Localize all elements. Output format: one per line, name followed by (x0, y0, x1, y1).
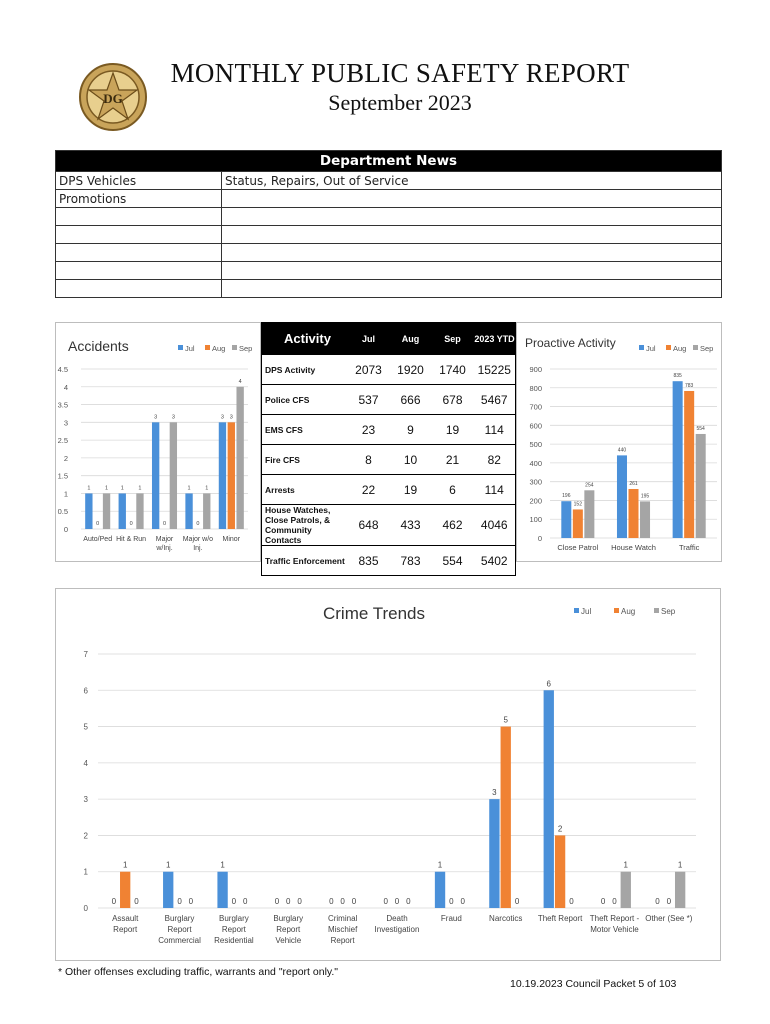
bar-aug (684, 391, 694, 538)
chart-title: Crime Trends (322, 604, 426, 623)
x-tick-label: Other (See *) (645, 914, 693, 923)
x-tick-label: Burglary (164, 914, 195, 923)
data-label: 0 (129, 521, 133, 527)
data-label: 3 (492, 788, 497, 798)
news-value: Status, Repairs, Out of Service (222, 172, 722, 190)
data-label: 0 (569, 897, 574, 906)
legend-swatch-aug (205, 345, 210, 350)
legend-label-aug: Aug (673, 344, 687, 353)
bar-sep (103, 493, 110, 529)
bar-aug (573, 509, 583, 538)
activity-sep: 462 (432, 505, 474, 546)
y-tick-label: 3 (83, 795, 88, 805)
bar-jul (673, 381, 683, 538)
news-row (56, 262, 722, 280)
data-label: 0 (231, 897, 237, 906)
bar-sep (675, 872, 685, 908)
y-tick-label: 1 (83, 867, 88, 877)
legend-swatch-aug (614, 608, 619, 613)
y-tick-label: 1.5 (57, 471, 68, 481)
data-label: 0 (329, 897, 334, 906)
bar-sep (236, 387, 243, 529)
y-tick-label: 3 (63, 418, 68, 428)
data-label: 1 (623, 860, 629, 870)
bar-jul (435, 872, 445, 908)
data-label: 0 (655, 897, 660, 906)
data-label: 6 (546, 679, 551, 689)
data-label: 0 (351, 897, 357, 906)
data-label: 1 (138, 485, 142, 492)
data-label: 1 (122, 860, 128, 870)
y-tick-label: 400 (529, 458, 542, 468)
news-row (56, 208, 722, 226)
y-tick-label: 2 (63, 453, 68, 463)
chart-title: Proactive Activity (525, 336, 616, 350)
activity-sep: 6 (432, 475, 474, 505)
data-label: 0 (394, 897, 400, 906)
news-value (222, 208, 722, 226)
legend-swatch-sep (654, 608, 659, 613)
activity-sep: 554 (432, 546, 474, 576)
data-label: 2 (557, 824, 563, 834)
news-label (56, 208, 222, 226)
accidents-chart-svg (56, 323, 262, 563)
legend-swatch-jul (178, 345, 183, 350)
y-tick-label: 700 (529, 402, 542, 412)
legend-label-sep: Sep (700, 344, 714, 353)
activity-jul: 648 (348, 505, 390, 546)
bar-sep (203, 493, 210, 529)
y-tick-label: 200 (529, 496, 542, 506)
legend-label-aug: Aug (621, 607, 636, 616)
bar-jul (561, 501, 571, 538)
legend-label-sep: Sep (661, 607, 676, 616)
data-label: 0 (600, 897, 606, 906)
data-label: 261 (629, 480, 638, 487)
department-news-table (55, 150, 722, 298)
data-label: 0 (383, 897, 388, 906)
news-value (222, 262, 722, 280)
activity-aug: 433 (390, 505, 432, 546)
data-label: 0 (274, 897, 280, 906)
x-tick-label: Minor (222, 536, 241, 543)
y-tick-label: 3.5 (57, 400, 68, 410)
news-heading: Department News (56, 151, 722, 172)
activity-row (262, 505, 516, 546)
y-tick-label: 6 (83, 686, 88, 696)
y-tick-label: 300 (529, 477, 542, 487)
bar-aug (120, 872, 130, 908)
data-label: 0 (111, 897, 117, 906)
data-label: 0 (612, 897, 617, 906)
data-label: 3 (220, 414, 224, 421)
activity-sep: 21 (432, 445, 474, 475)
activity-ytd: 5467 (474, 385, 516, 415)
x-tick-label: Report (276, 925, 301, 934)
seal-lettering: DG (103, 91, 123, 106)
activity-ytd: 114 (474, 475, 516, 505)
activity-row (262, 415, 516, 445)
bar-jul (85, 493, 92, 529)
data-label: 440 (617, 447, 627, 454)
news-value (222, 226, 722, 244)
x-tick-label: Report (221, 925, 246, 934)
legend-label-aug: Aug (212, 344, 226, 353)
activity-aug: 10 (390, 445, 432, 475)
activity-label: DPS Activity (262, 355, 348, 385)
news-label (56, 262, 222, 280)
y-tick-label: 500 (529, 440, 542, 450)
activity-header-jul: Jul (348, 323, 390, 355)
bar-aug (501, 727, 511, 908)
data-label: 0 (406, 897, 411, 906)
data-label: 1 (205, 485, 209, 492)
activity-ytd: 15225 (474, 355, 516, 385)
x-tick-label: Theft Report (537, 914, 583, 923)
news-row (56, 280, 722, 298)
news-label (56, 244, 222, 262)
activity-jul: 23 (348, 415, 390, 445)
y-tick-label: 800 (529, 383, 542, 393)
activity-header-aug: Aug (390, 323, 432, 355)
data-label: 0 (134, 897, 139, 906)
bar-sep (696, 434, 706, 538)
data-label: 1 (165, 860, 171, 870)
legend-label-sep: Sep (239, 344, 253, 353)
activity-aug: 783 (390, 546, 432, 576)
x-tick-label: Narcotics (489, 914, 523, 923)
bar-jul (617, 455, 627, 538)
data-label: 0 (449, 897, 454, 906)
activity-aug: 19 (390, 475, 432, 505)
proactive-chart-svg (517, 323, 723, 563)
news-value (222, 190, 722, 208)
news-label: DPS Vehicles (56, 172, 222, 190)
activity-sep: 1740 (432, 355, 474, 385)
bar-aug (228, 422, 235, 529)
legend-swatch-aug (666, 345, 671, 350)
y-tick-label: 0 (537, 534, 542, 543)
activity-header-ytd: 2023 YTD (474, 323, 516, 355)
bar-aug (555, 835, 565, 908)
bar-aug (628, 489, 638, 538)
y-tick-label: 4.5 (57, 365, 68, 374)
data-label: 152 (573, 501, 583, 508)
data-label: 0 (514, 897, 520, 906)
data-label: 0 (196, 521, 200, 527)
bar-sep (584, 490, 594, 538)
y-tick-label: 5 (83, 722, 88, 732)
x-tick-label: Commercial (158, 936, 201, 945)
activity-header-row (262, 323, 516, 355)
x-tick-label: Assault (112, 914, 139, 923)
data-label: 783 (684, 382, 694, 389)
news-value (222, 280, 722, 298)
news-row (56, 172, 722, 190)
x-tick-label: Criminal (327, 914, 358, 923)
data-label: 0 (340, 897, 345, 906)
news-value (222, 244, 722, 262)
activity-jul: 22 (348, 475, 390, 505)
activity-ytd: 82 (474, 445, 516, 475)
data-label: 3 (229, 414, 233, 421)
data-label: 5 (503, 715, 508, 725)
legend-swatch-jul (574, 608, 579, 613)
y-tick-label: 100 (529, 515, 542, 525)
activity-jul: 835 (348, 546, 390, 576)
bar-jul (163, 872, 173, 908)
activity-sep: 19 (432, 415, 474, 445)
x-tick-label: Close Patrol (557, 543, 599, 552)
activity-label: Police CFS (262, 385, 348, 415)
data-label: 1 (677, 860, 683, 870)
x-tick-label: Major w/o (182, 536, 214, 543)
activity-label: Arrests (262, 475, 348, 505)
accidents-chart (55, 322, 261, 562)
activity-header-sep: Sep (432, 323, 474, 355)
y-tick-label: 0 (83, 904, 88, 913)
proactive-activity-chart (516, 322, 722, 562)
bar-jul (185, 493, 192, 529)
data-label: 0 (460, 897, 465, 906)
x-tick-label: Inj. (193, 545, 203, 552)
data-label: 0 (666, 897, 672, 906)
data-label: 835 (673, 373, 682, 380)
y-tick-label: 900 (529, 365, 542, 374)
y-tick-label: 7 (83, 650, 88, 659)
crime-trends-chart (55, 588, 721, 961)
y-tick-label: 0 (63, 525, 68, 534)
bar-jul (152, 422, 159, 529)
activity-body (262, 355, 516, 576)
activity-aug: 1920 (390, 355, 432, 385)
x-tick-label: Investigation (374, 925, 420, 934)
x-tick-label: Death (386, 914, 408, 923)
data-label: 1 (220, 860, 225, 870)
activity-jul: 2073 (348, 355, 390, 385)
activity-row (262, 385, 516, 415)
data-label: 0 (96, 521, 100, 527)
activity-jul: 8 (348, 445, 390, 475)
x-tick-label: Vehicle (275, 936, 302, 945)
activity-table (261, 322, 516, 576)
data-label: 1 (87, 485, 91, 492)
activity-aug: 9 (390, 415, 432, 445)
y-tick-label: 4 (83, 758, 88, 768)
x-tick-label: Theft Report - (589, 914, 640, 923)
data-label: 4 (238, 378, 242, 385)
activity-row (262, 475, 516, 505)
y-tick-label: 4 (63, 382, 68, 392)
footnote: * Other offenses excluding traffic, warrants and "report only." (58, 966, 339, 978)
x-tick-label: Hit & Run (116, 536, 147, 543)
x-tick-label: Mischief (327, 925, 358, 934)
x-tick-label: Major (155, 536, 174, 543)
activity-label: Traffic Enforcement (262, 546, 348, 576)
x-tick-label: Fraud (440, 914, 462, 923)
data-label: 254 (585, 482, 594, 489)
activity-jul: 537 (348, 385, 390, 415)
data-label: 0 (297, 897, 302, 906)
packet-note: 10.19.2023 Council Packet 5 of 103 (510, 978, 677, 990)
legend-swatch-jul (639, 345, 644, 350)
crime-chart-svg (56, 589, 722, 962)
legend-label-jul: Jul (581, 607, 592, 616)
activity-ytd: 114 (474, 415, 516, 445)
activity-ytd: 5402 (474, 546, 516, 576)
x-tick-label: w/Inj. (156, 545, 173, 552)
activity-label: EMS CFS (262, 415, 348, 445)
data-label: 554 (696, 425, 705, 432)
bar-sep (136, 493, 143, 529)
data-label: 1 (187, 485, 191, 492)
report-subtitle: September 2023 (328, 90, 472, 115)
data-label: 0 (162, 521, 167, 527)
bar-jul (217, 872, 227, 908)
department-seal-logo (78, 62, 148, 132)
news-label (56, 280, 222, 298)
data-label: 196 (562, 493, 571, 500)
activity-row (262, 546, 516, 576)
data-label: 195 (640, 493, 650, 500)
x-tick-label: Burglary (273, 914, 304, 923)
bar-jul (219, 422, 226, 529)
x-tick-label: House Watch (611, 543, 656, 552)
bar-sep (170, 422, 177, 529)
bar-sep (621, 872, 631, 908)
legend-swatch-sep (232, 345, 237, 350)
activity-sep: 678 (432, 385, 474, 415)
data-label: 0 (177, 897, 182, 906)
bar-jul (489, 799, 499, 908)
x-tick-label: Report (330, 936, 355, 945)
activity-aug: 666 (390, 385, 432, 415)
legend-swatch-sep (693, 345, 698, 350)
bar-sep (640, 501, 650, 538)
y-tick-label: 2 (83, 831, 88, 841)
data-label: 0 (243, 897, 248, 906)
data-label: 3 (154, 414, 158, 421)
activity-label: House Watches, Close Patrols, & Community Contacts (262, 505, 348, 546)
y-tick-label: 2.5 (57, 436, 68, 446)
x-tick-label: Auto/Ped (83, 536, 113, 543)
x-tick-label: Report (167, 925, 192, 934)
news-row (56, 226, 722, 244)
bar-jul (544, 690, 554, 908)
y-tick-label: 600 (529, 421, 542, 431)
legend-label-jul: Jul (646, 344, 656, 353)
x-tick-label: Motor Vehicle (590, 925, 639, 934)
report-title: MONTHLY PUBLIC SAFETY REPORT (170, 58, 630, 88)
news-row (56, 190, 722, 208)
data-label: 1 (437, 860, 443, 870)
news-label (56, 226, 222, 244)
chart-title: Accidents (68, 338, 129, 354)
x-tick-label: Residential (214, 936, 254, 945)
y-tick-label: 0.5 (57, 507, 68, 517)
data-label: 3 (171, 414, 175, 421)
x-tick-label: Burglary (219, 914, 249, 923)
activity-ytd: 4046 (474, 505, 516, 546)
y-tick-label: 1 (63, 489, 68, 499)
activity-row (262, 355, 516, 385)
activity-label: Fire CFS (262, 445, 348, 475)
news-label: Promotions (56, 190, 222, 208)
data-label: 0 (286, 897, 291, 906)
news-row (56, 244, 722, 262)
bar-jul (119, 493, 126, 529)
data-label: 0 (188, 897, 194, 906)
x-tick-label: Traffic (678, 543, 700, 552)
activity-row (262, 445, 516, 475)
x-tick-label: Report (113, 925, 138, 934)
legend-label-jul: Jul (185, 344, 195, 353)
data-label: 1 (105, 485, 109, 492)
activity-header: Activity (262, 323, 348, 355)
data-label: 1 (120, 485, 124, 492)
